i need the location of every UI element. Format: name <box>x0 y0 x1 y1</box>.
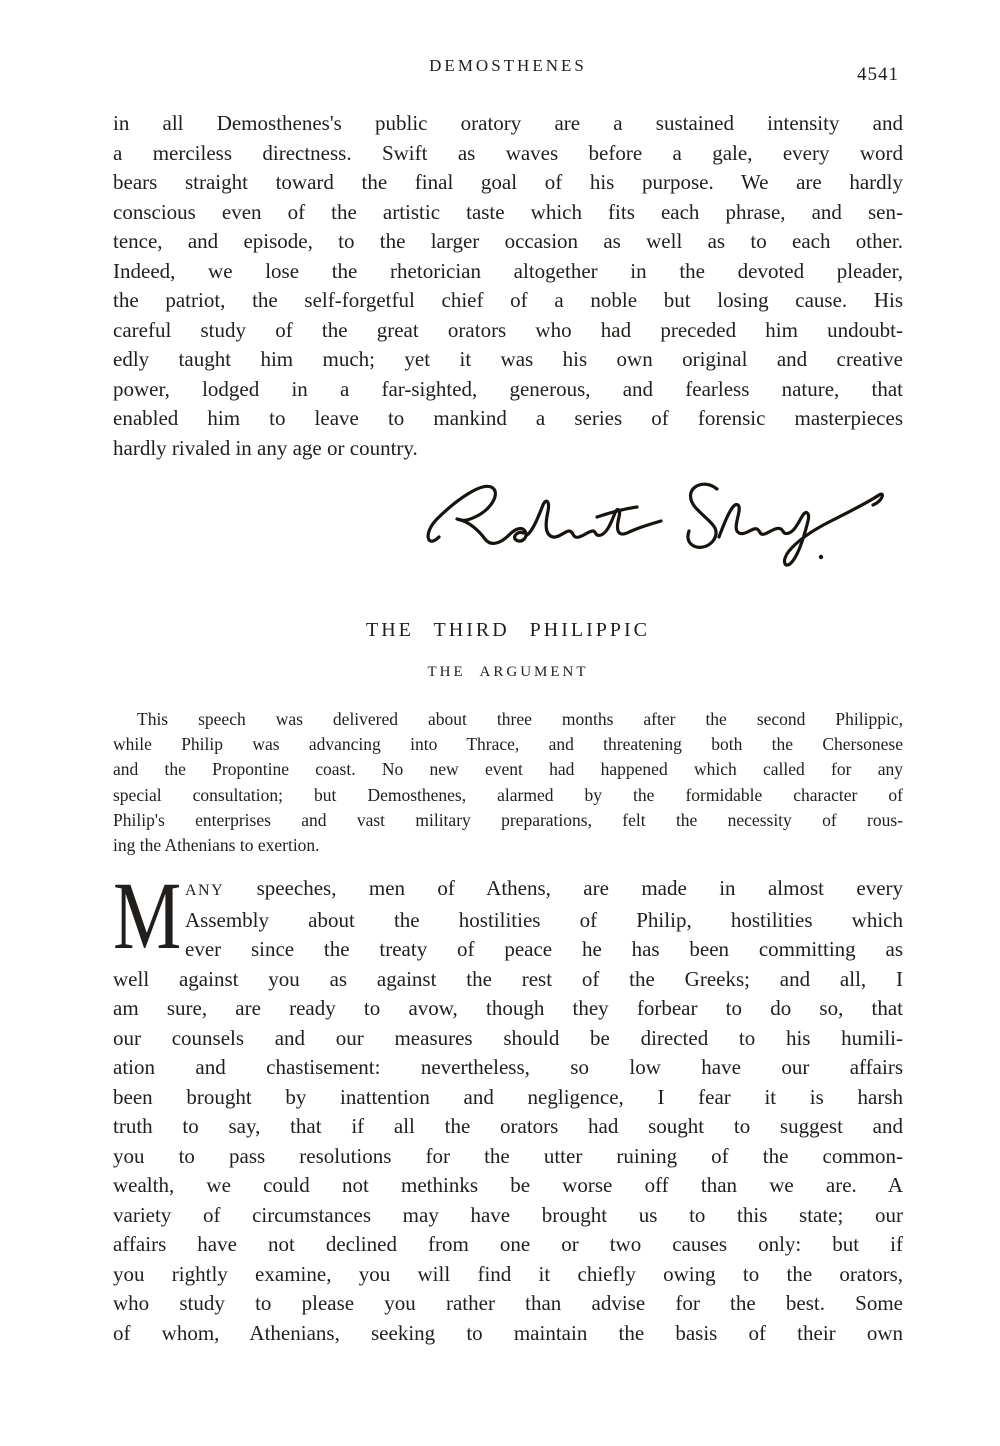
speech-paragraph <box>113 862 904 1348</box>
text-line: am sure, are ready to avow, though they forbear to do so, that <box>113 996 903 1021</box>
text-line: Assembly about the hostilities of Philip, hostilities which <box>185 907 903 932</box>
intro-paragraph <box>113 109 903 463</box>
text-line: and the Propontine coast. No new event had happened which called for any <box>113 759 903 780</box>
text-line: been brought by inattention and negligence, I fear it is harsh <box>113 1084 903 1109</box>
text-line: you to pass resolutions for the utter ruining of the common- <box>113 1143 903 1168</box>
text-line: you rightly examine, you will find it chiefly owing to the orators, <box>113 1261 903 1286</box>
text-line: conscious even of the artistic taste which fits each phrase, and sen- <box>113 199 903 224</box>
text-line: edly taught him much; yet it was his own original and creative <box>113 347 903 371</box>
text-line: our counsels and our measures should be directed to his humili- <box>113 1025 903 1050</box>
section-subtitle: THE ARGUMENT <box>427 664 589 680</box>
text-line: power, lodged in a far-sighted, generous, and fearless nature, that <box>113 376 903 401</box>
argument-paragraph <box>113 707 903 858</box>
text-line: affairs have not declined from one or two causes only: but if <box>113 1232 903 1257</box>
section-title: THE THIRD PHILIPPIC <box>366 619 650 641</box>
text-line: enabled him to leave to mankind a series of forensic masterpieces <box>113 406 903 430</box>
author-signature-robert-sharp <box>423 471 893 571</box>
page-number: 4541 <box>857 64 899 85</box>
text-line: of whom, Athenians, seeking to maintain the basis of their own <box>113 1320 903 1345</box>
text-line: a merciless directness. Swift as waves before a gale, every word <box>113 140 903 165</box>
text-line: special consultation; but Demosthenes, alarmed by the formidable character of <box>113 784 903 805</box>
opening-line-text: speeches, men of Athens, are made in almost every <box>256 876 904 901</box>
text-line: Indeed, we lose the rhetorician altogether in the devoted pleader, <box>113 258 903 283</box>
text-line: while Philip was advancing into Thrace, and threatening both the Chersonese <box>113 734 903 755</box>
text-line: Philip's enterprises and vast military preparations, felt the necessity of rous- <box>113 809 903 830</box>
signature-row <box>113 471 903 571</box>
drop-cap: M <box>113 862 182 970</box>
text-line: ation and chastisement: nevertheless, so low have our affairs <box>113 1055 903 1080</box>
text-line <box>113 874 903 906</box>
text-line: ever since the treaty of peace he has been committing as <box>185 937 903 962</box>
text-line: hardly rivaled in any age or country. <box>113 435 418 460</box>
page-header <box>113 56 903 84</box>
opening-word-caps: ANY <box>185 882 225 900</box>
text-line: truth to say, that if all the orators had sought to suggest and <box>113 1114 903 1139</box>
text-line: who study to please you rather than advise for the best. Some <box>113 1291 903 1316</box>
text-line: the patriot, the self-forgetful chief of a noble but losing cause. His <box>113 288 903 312</box>
text-line: in all Demosthenes's public oratory are a sustained intensity and <box>113 111 903 135</box>
text-line: variety of circumstances may have brought us to this state; our <box>113 1202 903 1227</box>
text-line: bears straight toward the final goal of his purpose. We are hardly <box>113 170 903 194</box>
text-line: ing the Athenians to exertion. <box>113 835 320 856</box>
text-line: This speech was delivered about three months after the second Philippic, <box>137 709 903 729</box>
running-title: DEMOSTHENES <box>429 56 587 75</box>
speech-lines <box>113 906 903 1349</box>
text-line: tence, and episode, to the larger occasion as well as to each other. <box>113 229 903 253</box>
text-line: careful study of the great orators who had preceded him undoubt- <box>113 317 903 342</box>
text-line: well against you as against the rest of the Greeks; and all, I <box>113 966 903 991</box>
text-line: wealth, we could not methinks be worse off than we are. A <box>113 1173 903 1198</box>
